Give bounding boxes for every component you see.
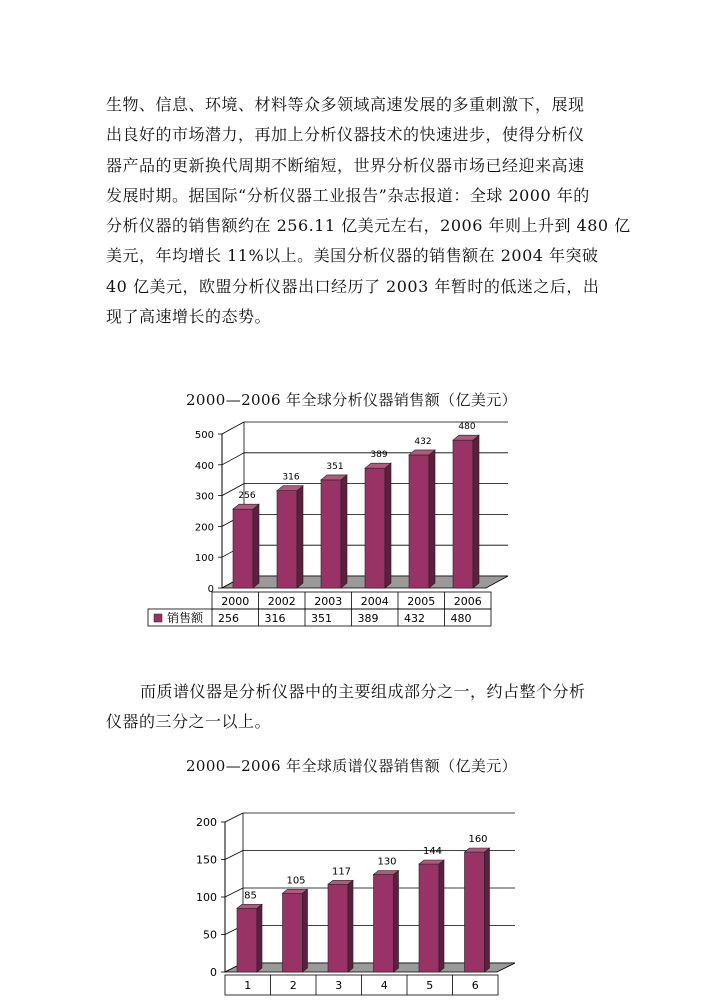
data-label: 160 <box>468 834 488 845</box>
paragraph-line: 仪器的三分之一以上。 <box>106 712 272 732</box>
x-category-label: 4 <box>380 979 388 992</box>
paragraph-line: 美元，年均增长 11%以上。美国分析仪器的销售额在 2004 年突破 <box>106 246 599 266</box>
bar <box>419 864 439 972</box>
x-category-label: 2000 <box>221 595 250 608</box>
x-category-label: 6 <box>471 979 479 992</box>
x-category-label: 2005 <box>407 595 436 608</box>
bar <box>283 893 303 972</box>
y-tick-label: 100 <box>194 553 214 565</box>
x-category-label: 2003 <box>314 595 343 608</box>
legend-swatch <box>154 614 162 622</box>
paragraph-line: 而质谱仪器是分析仪器中的主要组成部分之一，约占整个分析 <box>140 682 586 701</box>
gridline-depth <box>222 422 244 434</box>
paragraph-line: 发展时期。据国际“分析仪器工业报告”杂志报道：全球 2000 年的 <box>106 185 590 205</box>
y-tick-label: 50 <box>203 928 217 942</box>
data-label: 85 <box>244 890 257 902</box>
bar <box>277 491 297 588</box>
x-category-label: 2004 <box>360 595 389 608</box>
y-tick-label: 150 <box>196 853 217 867</box>
data-label: 432 <box>414 436 432 447</box>
bar <box>328 884 348 972</box>
paragraph-line: 出良好的市场潜力，再加上分析仪器技术的快速进步，使得分析仪 <box>106 125 585 145</box>
paragraph-line: 分析仪器的销售额约在 256.11 亿美元左右，2006 年则上升到 480 亿 <box>106 216 631 236</box>
bar-side <box>473 435 479 588</box>
bar-side <box>394 871 399 973</box>
paragraph-line: 器产品的更新换代周期不断缩短，世界分析仪器市场已经迎来高速 <box>106 155 585 175</box>
y-tick-label: 200 <box>196 816 217 829</box>
y-tick-label: 0 <box>207 584 214 595</box>
y-tick-label: 300 <box>194 491 214 503</box>
bar-side <box>485 848 490 972</box>
bar-side <box>253 504 259 588</box>
chart1-analytical-instrument-sales <box>0 410 703 660</box>
bar-side <box>385 463 391 588</box>
gridline-depth <box>225 851 243 860</box>
chart1-title: 2000—2006 年全球分析仪器销售额（亿美元） <box>185 391 518 409</box>
bar-side <box>303 889 308 972</box>
x-category-label: 2 <box>289 979 297 992</box>
y-tick-label: 100 <box>196 891 217 904</box>
table-value: 316 <box>264 612 286 625</box>
bar-side <box>429 450 435 588</box>
bar-side <box>297 486 303 588</box>
bar <box>237 908 257 972</box>
bar <box>409 455 429 588</box>
gridline-depth <box>225 888 243 897</box>
intro-paragraph <box>106 90 631 332</box>
table-value: 432 <box>404 612 425 625</box>
bar-side <box>257 904 262 972</box>
data-label: 389 <box>370 450 388 461</box>
bar <box>321 480 341 588</box>
table-value: 351 <box>311 612 332 625</box>
data-label: 144 <box>422 846 443 857</box>
bar <box>465 852 485 972</box>
table-value: 256 <box>218 612 239 625</box>
data-label: 105 <box>286 875 306 887</box>
chart2-mass-spec-sales <box>0 800 703 1000</box>
table-value: 480 <box>450 612 472 625</box>
table-value: 389 <box>357 612 379 625</box>
mass-spec-paragraph <box>106 677 606 738</box>
gridline-depth <box>222 453 244 465</box>
bar <box>233 509 253 588</box>
data-label: 130 <box>377 856 397 868</box>
paragraph-line: 生物、信息、环境、材料等众多领域高速发展的多重刺激下，展现 <box>106 95 585 114</box>
data-label: 351 <box>326 461 344 472</box>
y-tick-label: 500 <box>194 430 214 441</box>
legend-label: 销售额 <box>167 611 204 625</box>
x-category-label: 5 <box>426 979 434 992</box>
data-label: 256 <box>238 491 256 502</box>
gridline-depth <box>225 813 243 822</box>
x-category-label: 1 <box>244 979 252 992</box>
y-tick-label: 0 <box>210 966 217 979</box>
bar-side <box>341 475 347 588</box>
x-category-label: 2006 <box>453 595 482 608</box>
chart2-title: 2000—2006 年全球质谱仪器销售额（亿美元） <box>185 757 518 775</box>
y-tick-label: 400 <box>194 460 214 472</box>
data-label: 117 <box>331 866 352 878</box>
bar-side <box>348 880 353 972</box>
bar <box>374 875 394 973</box>
bar-side <box>439 860 444 972</box>
x-category-label: 3 <box>335 979 343 992</box>
paragraph-line: 现了高速增长的态势。 <box>106 307 272 327</box>
data-label: 480 <box>458 422 476 433</box>
bar <box>453 440 473 588</box>
x-category-label: 2002 <box>267 595 296 608</box>
paragraph-line: 40 亿美元，欧盟分析仪器出口经历了 2003 年暂时的低迷之后，出 <box>106 276 600 296</box>
bar <box>365 468 385 588</box>
y-tick-label: 200 <box>194 522 214 534</box>
data-label: 316 <box>282 472 300 483</box>
